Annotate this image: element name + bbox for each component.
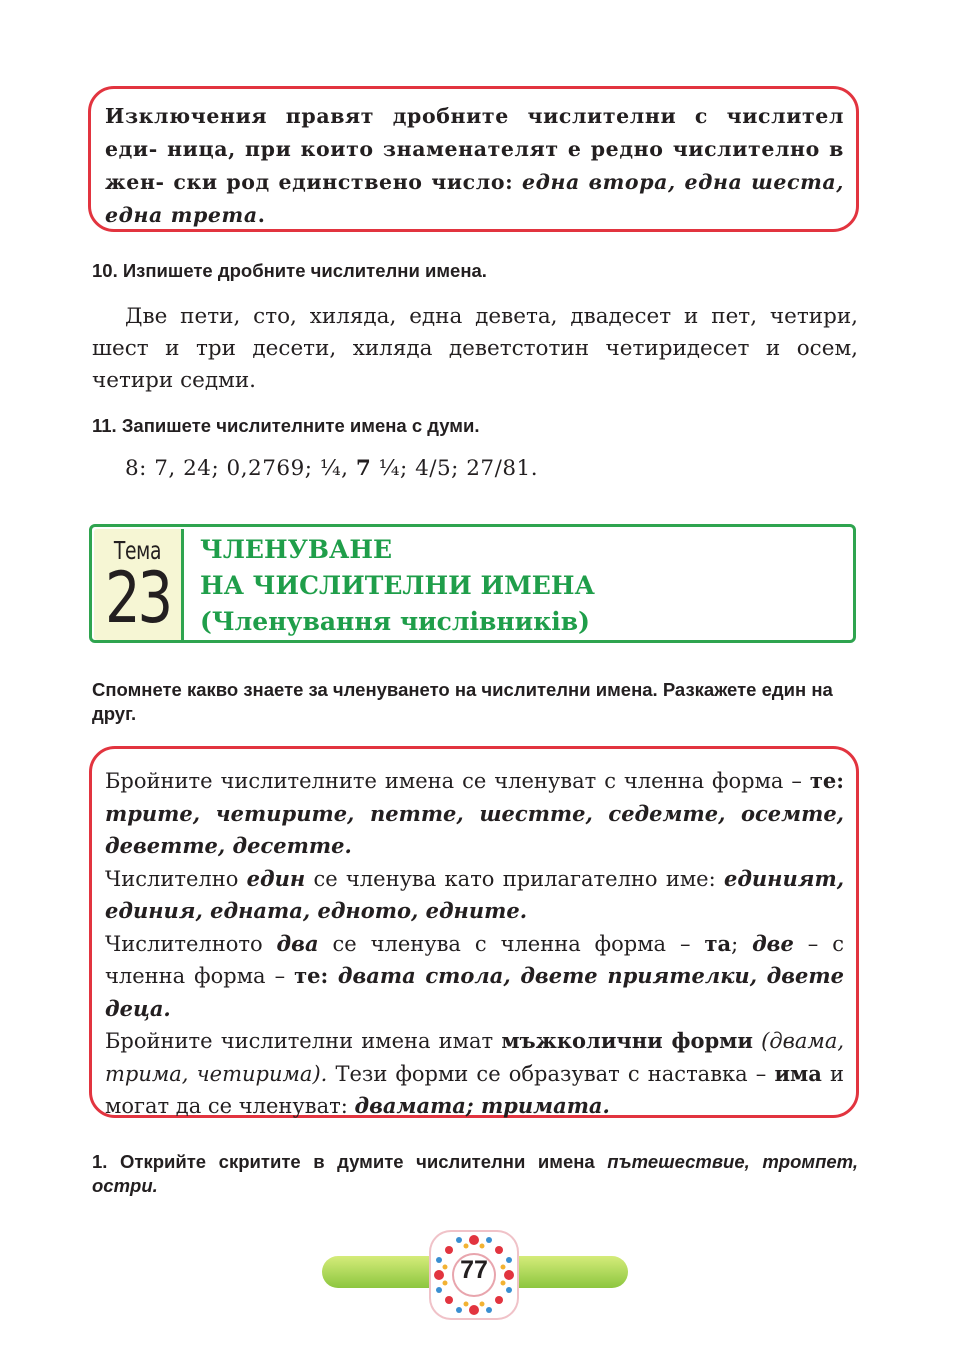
theme-title-line: НА ЧИСЛИТЕЛНИ ИМЕНА — [200, 571, 595, 600]
article-rule-box — [89, 746, 859, 1118]
rule-example: една втора, една шеста, една — [105, 170, 844, 227]
task-1-words: пътешествие, тромпет, остри. — [92, 1151, 858, 1196]
task-11-title: 11. Запишете числителните имена с думи. — [92, 415, 480, 436]
examples: единият, единия, едната, едното, едните. — [105, 865, 845, 923]
rule-period: . — [257, 203, 266, 227]
rule-paragraph-2 — [105, 863, 844, 928]
task-10-title: 10. Изпишете дробните числителни имена. — [92, 260, 487, 281]
text: Бройните числителни имена имат — [105, 1029, 502, 1053]
term: един — [246, 865, 306, 891]
rule-line: ски род единствено число: — [173, 170, 522, 194]
exception-rule-text — [105, 100, 844, 232]
task-1-text: 1. Открийте скритите в думите числителни имена — [92, 1151, 608, 1172]
text: се членува с членна форма – — [318, 931, 705, 956]
task-11-bold-seven: 7 — [355, 456, 372, 481]
task-11-text-c: ¼; 4/5; 27/81. — [371, 456, 539, 481]
suffix: има — [774, 1060, 822, 1086]
rule-line: ница, при които знаменателят е редно числително в жен- — [105, 137, 844, 194]
rule-paragraph-4 — [105, 1025, 844, 1123]
task-10-text: Две пети, сто, хиляда, една девета, двадесет и пет, четири, шест и три десети, хиляда деветстотин четиридесет и осем, четири седми. — [92, 304, 858, 393]
text: Тези форми се образуват с наставка – — [327, 1061, 775, 1086]
intro-prompt: Спомнете какво знаете за членуването на числителни имена. Разкажете един на друг. — [92, 679, 833, 724]
rule-example: трета — [170, 203, 258, 227]
task-1 — [92, 1150, 858, 1198]
examples: двамата; тримата. — [354, 1093, 610, 1118]
text: Числително — [105, 866, 247, 891]
page-number: 77 — [460, 1256, 488, 1284]
examples: двата стола, двете приятелки, двете деца. — [105, 963, 844, 1021]
term: мъжколични форми — [501, 1028, 753, 1053]
term: два — [276, 930, 319, 956]
examples: (двама, трима, четирима). — [105, 1029, 845, 1086]
term: две — [752, 930, 794, 956]
text: се членува като прилагателно име: — [305, 866, 724, 891]
theme-title — [200, 532, 595, 640]
task-11-text-a: 8: 7, 24; 0,2769; ¼, — [125, 456, 356, 481]
page-number-badge — [429, 1230, 519, 1320]
ending: те: — [809, 768, 844, 793]
text: – с членна форма – — [105, 931, 844, 988]
rule-paragraph-1 — [105, 765, 844, 863]
text: ; — [731, 931, 753, 956]
rule-paragraph-3 — [105, 928, 844, 1026]
theme-label: Тема — [113, 536, 162, 565]
text: Бройните числителните имена се членуват с членна форма – — [105, 769, 810, 793]
ending: те: — [294, 963, 329, 988]
task-11-text — [125, 453, 725, 485]
theme-title-line: ЧЛЕНУВАНЕ — [200, 535, 393, 564]
exception-rule-box — [88, 86, 859, 232]
text: и могат да се членуват: — [105, 1061, 844, 1118]
theme-header — [89, 524, 856, 643]
theme-number: 23 — [105, 557, 170, 639]
examples: трите, четирите, петте, шестте, седемте, осемте, деветте, десетте. — [105, 800, 844, 858]
theme-tab — [94, 529, 184, 640]
theme-title-subtitle: (Членування числівників) — [200, 607, 590, 636]
rule-line: Изключения правят дробните числителни с числител еди- — [105, 104, 844, 161]
text: Числителното — [105, 931, 277, 956]
ending: та — [704, 930, 732, 956]
